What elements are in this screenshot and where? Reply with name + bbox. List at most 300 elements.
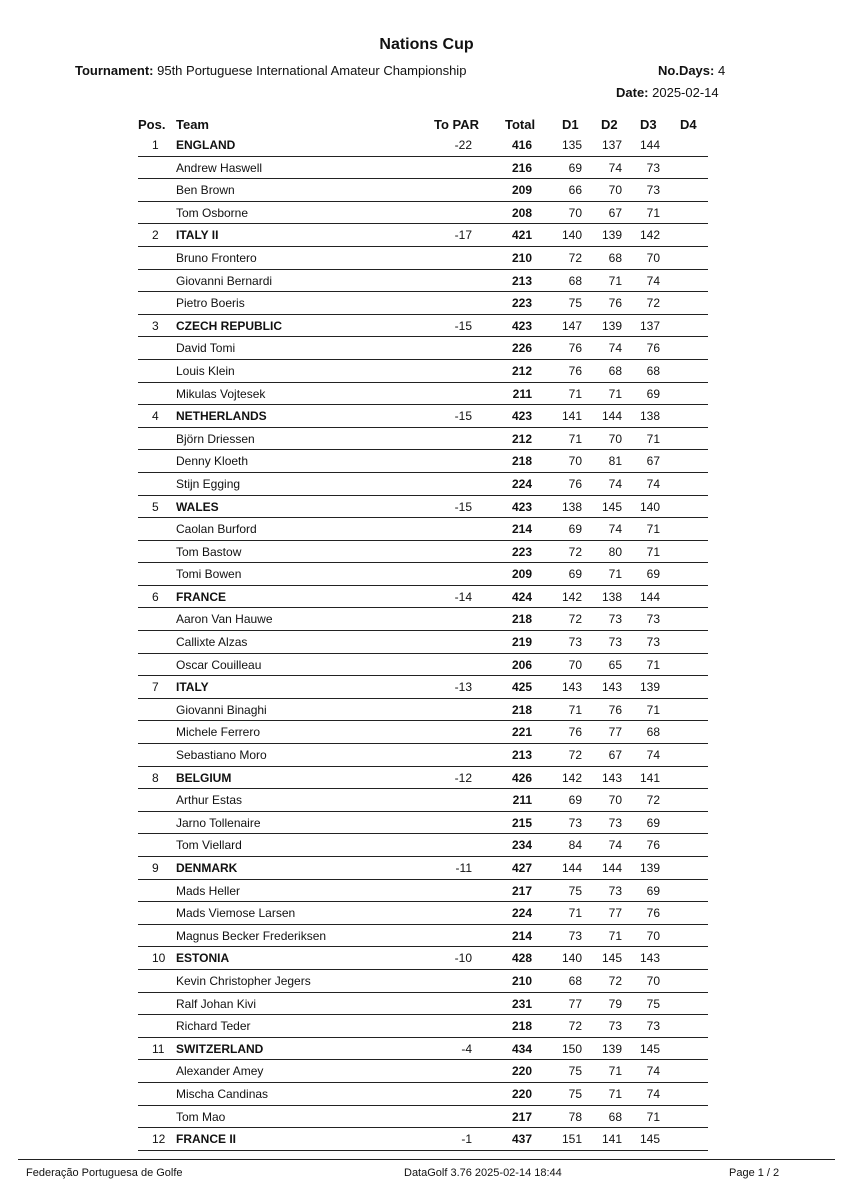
cell-d3: 75 xyxy=(646,996,660,1011)
cell-total: 211 xyxy=(512,793,532,808)
cell-name: Alexander Amey xyxy=(176,1064,264,1079)
cell-total: 421 xyxy=(511,228,532,243)
team-row xyxy=(138,315,708,338)
cell-d2: 145 xyxy=(601,499,622,514)
cell-total: 423 xyxy=(511,409,532,424)
header-d2: D2 xyxy=(601,117,618,132)
cell-d3: 74 xyxy=(646,1064,660,1079)
cell-name: Louis Klein xyxy=(176,363,235,378)
cell-name: Callixte Alzas xyxy=(176,635,248,650)
date-value: 2025-02-14 xyxy=(652,85,719,100)
cell-name: Pietro Boeris xyxy=(176,296,245,311)
cell-d1: 78 xyxy=(568,1109,582,1124)
cell-d3: 145 xyxy=(639,1132,660,1147)
cell-d1: 75 xyxy=(568,296,582,311)
player-row xyxy=(138,450,708,473)
cell-d1: 76 xyxy=(568,341,582,356)
cell-name: Aaron Van Hauwe xyxy=(176,612,273,627)
team-row xyxy=(138,496,708,519)
cell-d2: 71 xyxy=(608,273,622,288)
header-d1: D1 xyxy=(562,117,579,132)
cell-d2: 71 xyxy=(608,386,622,401)
cell-d2: 76 xyxy=(608,702,622,717)
cell-pos: 3 xyxy=(152,318,159,333)
footer-page-number: Page 1 / 2 xyxy=(729,1167,780,1179)
cell-d2: 73 xyxy=(608,612,622,627)
cell-par: -15 xyxy=(454,499,472,514)
cell-name: ITALY II xyxy=(176,228,219,243)
cell-d1: 76 xyxy=(568,725,582,740)
header-to-par: To PAR xyxy=(434,117,480,132)
cell-par: -12 xyxy=(454,770,472,785)
cell-d3: 76 xyxy=(646,838,660,853)
cell-d1: 76 xyxy=(568,363,582,378)
cell-d1: 69 xyxy=(568,793,582,808)
cell-par: -17 xyxy=(454,228,472,243)
cell-d3: 143 xyxy=(639,951,660,966)
cell-d1: 142 xyxy=(561,589,582,604)
cell-total: 437 xyxy=(511,1132,532,1147)
cell-par: -1 xyxy=(461,1132,472,1147)
cell-d2: 67 xyxy=(608,205,622,220)
cell-d2: 68 xyxy=(608,363,622,378)
cell-par: -14 xyxy=(454,589,472,604)
cell-d2: 145 xyxy=(601,951,622,966)
cell-total: 423 xyxy=(511,318,532,333)
footer-software-timestamp: DataGolf 3.76 2025-02-14 18:44 xyxy=(404,1167,562,1179)
player-row xyxy=(138,383,708,406)
cell-name: ENGLAND xyxy=(176,138,236,152)
player-row xyxy=(138,993,708,1016)
cell-d2: 79 xyxy=(608,996,622,1011)
cell-name: Ralf Johan Kivi xyxy=(176,996,257,1011)
cell-total: 209 xyxy=(511,567,532,582)
header-pos: Pos. xyxy=(138,117,166,132)
cell-total: 214 xyxy=(511,928,532,943)
cell-d1: 147 xyxy=(561,318,582,333)
cell-d1: 76 xyxy=(568,476,582,491)
team-row xyxy=(138,1038,708,1061)
cell-total: 423 xyxy=(511,499,532,514)
cell-name: Magnus Becker Frederiksen xyxy=(176,928,327,943)
team-row xyxy=(138,1128,708,1151)
cell-name: Giovanni Bernardi xyxy=(176,273,273,288)
header-d3: D3 xyxy=(640,117,657,132)
cell-name: Denny Kloeth xyxy=(176,454,249,469)
cell-total: 218 xyxy=(511,612,532,627)
cell-d2: 68 xyxy=(608,1109,622,1124)
player-row xyxy=(138,1060,708,1083)
cell-d2: 73 xyxy=(608,1019,622,1034)
cell-total: 216 xyxy=(511,160,532,175)
cell-name: Mads Viemose Larsen xyxy=(176,906,296,921)
player-row xyxy=(138,541,708,564)
cell-name: Michele Ferrero xyxy=(176,725,261,740)
cell-d2: 74 xyxy=(608,476,622,491)
cell-d1: 72 xyxy=(568,544,582,559)
cell-d3: 74 xyxy=(646,1086,660,1101)
cell-d1: 75 xyxy=(568,1086,582,1101)
cell-d1: 71 xyxy=(568,702,582,717)
cell-name: Tom Osborne xyxy=(176,205,249,220)
cell-d1: 135 xyxy=(561,138,582,152)
cell-d1: 143 xyxy=(561,680,582,695)
tournament-label: Tournament: xyxy=(75,63,154,78)
cell-total: 220 xyxy=(511,1086,532,1101)
cell-name: Tom Bastow xyxy=(176,544,242,559)
cell-total: 221 xyxy=(511,725,532,740)
player-row xyxy=(138,428,708,451)
cell-total: 224 xyxy=(511,476,532,491)
footer-divider xyxy=(18,1159,835,1160)
tournament-name: 95th Portuguese International Amateur Championship xyxy=(157,63,467,78)
team-row xyxy=(138,224,708,247)
cell-total: 426 xyxy=(511,770,532,785)
cell-pos: 1 xyxy=(152,138,159,152)
cell-d2: 70 xyxy=(608,183,622,198)
cell-d1: 70 xyxy=(568,657,582,672)
header-d4: D4 xyxy=(680,117,697,132)
cell-d1: 69 xyxy=(568,160,582,175)
cell-pos: 11 xyxy=(152,1041,165,1056)
cell-d1: 140 xyxy=(561,951,582,966)
cell-total: 206 xyxy=(511,657,532,672)
cell-d3: 69 xyxy=(646,815,660,830)
cell-d1: 70 xyxy=(568,205,582,220)
cell-d1: 75 xyxy=(568,883,582,898)
cell-d3: 142 xyxy=(639,228,660,243)
team-row xyxy=(138,767,708,790)
cell-name: Tomi Bowen xyxy=(176,567,242,582)
cell-total: 218 xyxy=(511,1019,532,1034)
cell-d2: 144 xyxy=(601,861,622,875)
cell-d2: 73 xyxy=(608,883,622,898)
cell-d1: 142 xyxy=(561,770,582,785)
cell-d1: 72 xyxy=(568,612,582,627)
player-row xyxy=(138,812,708,835)
cell-d2: 138 xyxy=(601,589,622,604)
cell-d3: 137 xyxy=(639,318,660,333)
cell-d3: 138 xyxy=(639,409,660,424)
header-total: Total xyxy=(505,117,536,132)
cell-total: 217 xyxy=(511,883,532,898)
cell-d1: 73 xyxy=(568,928,582,943)
player-row xyxy=(138,360,708,383)
cell-total: 424 xyxy=(511,589,532,604)
cell-total: 218 xyxy=(511,702,532,717)
days-value: 4 xyxy=(717,63,726,78)
cell-d3: 70 xyxy=(646,973,660,988)
cell-d3: 71 xyxy=(646,544,660,559)
cell-par: -15 xyxy=(454,409,472,424)
table-header xyxy=(138,116,708,134)
cell-d2: 70 xyxy=(608,431,622,446)
cell-d3: 72 xyxy=(646,296,660,311)
cell-d2: 76 xyxy=(608,296,622,311)
player-row xyxy=(138,270,708,293)
cell-name: ITALY xyxy=(176,680,209,695)
cell-name: FRANCE xyxy=(176,589,226,604)
cell-d3: 70 xyxy=(646,928,660,943)
cell-d2: 77 xyxy=(608,906,622,921)
cell-d2: 143 xyxy=(601,680,622,695)
cell-d3: 71 xyxy=(646,657,660,672)
player-row xyxy=(138,902,708,925)
cell-name: WALES xyxy=(176,499,219,514)
cell-d1: 72 xyxy=(568,1019,582,1034)
cell-pos: 8 xyxy=(152,770,159,785)
cell-total: 224 xyxy=(511,906,532,921)
cell-name: Mads Heller xyxy=(176,883,241,898)
cell-d2: 70 xyxy=(608,793,622,808)
cell-d3: 69 xyxy=(646,883,660,898)
cell-total: 428 xyxy=(511,951,532,966)
cell-total: 226 xyxy=(511,341,532,356)
player-row xyxy=(138,744,708,767)
cell-d1: 150 xyxy=(561,1041,582,1056)
cell-d3: 68 xyxy=(646,363,660,378)
cell-name: CZECH REPUBLIC xyxy=(176,318,283,333)
player-row xyxy=(138,247,708,270)
cell-d3: 68 xyxy=(646,725,660,740)
cell-total: 220 xyxy=(511,1064,532,1079)
cell-d1: 72 xyxy=(568,748,582,763)
player-row xyxy=(138,1106,708,1129)
cell-d1: 68 xyxy=(568,273,582,288)
player-row xyxy=(138,157,708,180)
cell-d3: 74 xyxy=(646,476,660,491)
player-row xyxy=(138,721,708,744)
cell-par: -15 xyxy=(454,318,472,333)
player-row xyxy=(138,563,708,586)
cell-d1: 68 xyxy=(568,973,582,988)
page-title: Nations Cup xyxy=(379,36,474,53)
cell-d3: 73 xyxy=(646,612,660,627)
team-row xyxy=(138,676,708,699)
cell-total: 208 xyxy=(511,205,532,220)
cell-name: DENMARK xyxy=(176,861,238,875)
cell-d2: 74 xyxy=(608,341,622,356)
cell-total: 212 xyxy=(511,431,532,446)
cell-total: 218 xyxy=(511,454,532,469)
cell-d3: 72 xyxy=(646,793,660,808)
player-row xyxy=(138,292,708,315)
cell-name: Caolan Burford xyxy=(176,522,257,537)
cell-d3: 73 xyxy=(646,1019,660,1034)
footer-organization: Federação Portuguesa de Golfe xyxy=(26,1167,183,1179)
player-row xyxy=(138,631,708,654)
cell-name: NETHERLANDS xyxy=(176,409,267,424)
cell-total: 427 xyxy=(511,861,532,875)
cell-d2: 139 xyxy=(601,228,622,243)
cell-d2: 73 xyxy=(608,815,622,830)
cell-total: 210 xyxy=(511,250,532,265)
player-row xyxy=(138,880,708,903)
cell-d2: 71 xyxy=(608,1086,622,1101)
cell-d3: 69 xyxy=(646,567,660,582)
team-row xyxy=(138,857,708,880)
cell-d3: 139 xyxy=(639,861,660,875)
player-row xyxy=(138,473,708,496)
player-row xyxy=(138,654,708,677)
cell-name: David Tomi xyxy=(176,341,236,356)
cell-total: 212 xyxy=(511,363,532,378)
cell-d2: 74 xyxy=(608,160,622,175)
player-row xyxy=(138,925,708,948)
cell-total: 217 xyxy=(511,1109,532,1124)
cell-total: 223 xyxy=(511,296,532,311)
cell-total: 416 xyxy=(511,138,532,152)
cell-d1: 72 xyxy=(568,250,582,265)
cell-d2: 137 xyxy=(601,138,622,152)
cell-name: Tom Viellard xyxy=(176,838,242,853)
cell-d2: 74 xyxy=(608,522,622,537)
cell-total: 234 xyxy=(511,838,532,853)
cell-d2: 81 xyxy=(608,454,622,469)
cell-d1: 71 xyxy=(568,386,582,401)
cell-name: Mikulas Vojtesek xyxy=(176,386,266,401)
cell-total: 231 xyxy=(511,996,532,1011)
tournament-line xyxy=(75,63,466,78)
cell-d2: 80 xyxy=(608,544,622,559)
cell-d3: 71 xyxy=(646,1109,660,1124)
cell-d2: 143 xyxy=(601,770,622,785)
cell-total: 213 xyxy=(511,273,532,288)
player-row xyxy=(138,699,708,722)
cell-d2: 72 xyxy=(608,973,622,988)
cell-name: Richard Teder xyxy=(176,1019,251,1034)
cell-d1: 69 xyxy=(568,567,582,582)
cell-d1: 151 xyxy=(561,1132,582,1147)
cell-d2: 144 xyxy=(601,409,622,424)
cell-d1: 141 xyxy=(561,409,582,424)
cell-total: 219 xyxy=(511,635,532,650)
cell-d3: 144 xyxy=(639,138,660,152)
days-label: No.Days: xyxy=(658,63,715,78)
date-line xyxy=(616,85,719,100)
cell-d1: 77 xyxy=(568,996,582,1011)
cell-name: BELGIUM xyxy=(176,770,232,785)
cell-pos: 5 xyxy=(152,499,159,514)
team-row xyxy=(138,947,708,970)
cell-d3: 73 xyxy=(646,635,660,650)
team-row xyxy=(138,405,708,428)
cell-pos: 12 xyxy=(152,1132,166,1147)
cell-total: 214 xyxy=(511,522,532,537)
cell-d3: 76 xyxy=(646,341,660,356)
cell-name: Jarno Tollenaire xyxy=(176,815,261,830)
cell-name: ESTONIA xyxy=(176,951,230,966)
cell-d3: 69 xyxy=(646,386,660,401)
cell-par: -13 xyxy=(454,680,472,695)
cell-d1: 144 xyxy=(561,861,582,875)
cell-d2: 73 xyxy=(608,635,622,650)
results-table xyxy=(138,134,708,1151)
cell-d1: 71 xyxy=(568,906,582,921)
cell-d3: 73 xyxy=(646,160,660,175)
player-row xyxy=(138,1083,708,1106)
header-team: Team xyxy=(176,117,209,132)
cell-total: 213 xyxy=(511,748,532,763)
cell-name: Bruno Frontero xyxy=(176,250,257,265)
cell-d2: 74 xyxy=(608,838,622,853)
player-row xyxy=(138,789,708,812)
cell-d2: 71 xyxy=(608,928,622,943)
player-row xyxy=(138,337,708,360)
cell-name: Björn Driessen xyxy=(176,431,255,446)
cell-d1: 71 xyxy=(568,431,582,446)
cell-d1: 73 xyxy=(568,815,582,830)
cell-d3: 71 xyxy=(646,522,660,537)
cell-d2: 71 xyxy=(608,1064,622,1079)
cell-name: Mischa Candinas xyxy=(176,1086,269,1101)
cell-d3: 73 xyxy=(646,183,660,198)
cell-d1: 140 xyxy=(561,228,582,243)
cell-total: 223 xyxy=(511,544,532,559)
cell-name: Sebastiano Moro xyxy=(176,748,267,763)
cell-par: -22 xyxy=(454,138,472,152)
cell-d3: 144 xyxy=(639,589,660,604)
cell-name: SWITZERLAND xyxy=(176,1041,264,1056)
cell-name: Tom Mao xyxy=(176,1109,226,1124)
cell-pos: 4 xyxy=(152,409,159,424)
cell-d2: 139 xyxy=(601,318,622,333)
cell-par: -11 xyxy=(455,861,472,875)
cell-par: -10 xyxy=(454,951,472,966)
cell-d2: 139 xyxy=(601,1041,622,1056)
cell-d3: 139 xyxy=(639,680,660,695)
cell-d1: 70 xyxy=(568,454,582,469)
cell-total: 434 xyxy=(511,1041,532,1056)
cell-name: Stijn Egging xyxy=(176,476,241,491)
cell-par: -4 xyxy=(461,1041,472,1056)
cell-d3: 140 xyxy=(639,499,660,514)
cell-pos: 10 xyxy=(152,951,166,966)
cell-d3: 70 xyxy=(646,250,660,265)
cell-d2: 141 xyxy=(601,1132,622,1147)
cell-d2: 67 xyxy=(608,748,622,763)
cell-d1: 69 xyxy=(568,522,582,537)
cell-name: Ben Brown xyxy=(176,183,235,198)
cell-d3: 71 xyxy=(646,431,660,446)
cell-d3: 141 xyxy=(639,770,660,785)
cell-d1: 84 xyxy=(568,838,582,853)
cell-d2: 65 xyxy=(608,657,622,672)
days-line xyxy=(658,63,725,78)
cell-pos: 9 xyxy=(152,861,159,875)
player-row xyxy=(138,970,708,993)
cell-total: 215 xyxy=(511,815,532,830)
cell-pos: 7 xyxy=(152,680,159,695)
cell-total: 209 xyxy=(511,183,532,198)
cell-d1: 66 xyxy=(568,183,582,198)
cell-total: 211 xyxy=(512,386,532,401)
cell-d3: 67 xyxy=(646,454,660,469)
cell-name: Giovanni Binaghi xyxy=(176,702,267,717)
cell-d3: 76 xyxy=(646,906,660,921)
player-row xyxy=(138,179,708,202)
cell-d3: 74 xyxy=(646,748,660,763)
cell-total: 210 xyxy=(511,973,532,988)
cell-pos: 2 xyxy=(152,228,159,243)
player-row xyxy=(138,1015,708,1038)
team-row xyxy=(138,586,708,609)
player-row xyxy=(138,518,708,541)
player-row xyxy=(138,202,708,225)
cell-d1: 138 xyxy=(561,499,582,514)
cell-d1: 73 xyxy=(568,635,582,650)
cell-d3: 71 xyxy=(646,702,660,717)
